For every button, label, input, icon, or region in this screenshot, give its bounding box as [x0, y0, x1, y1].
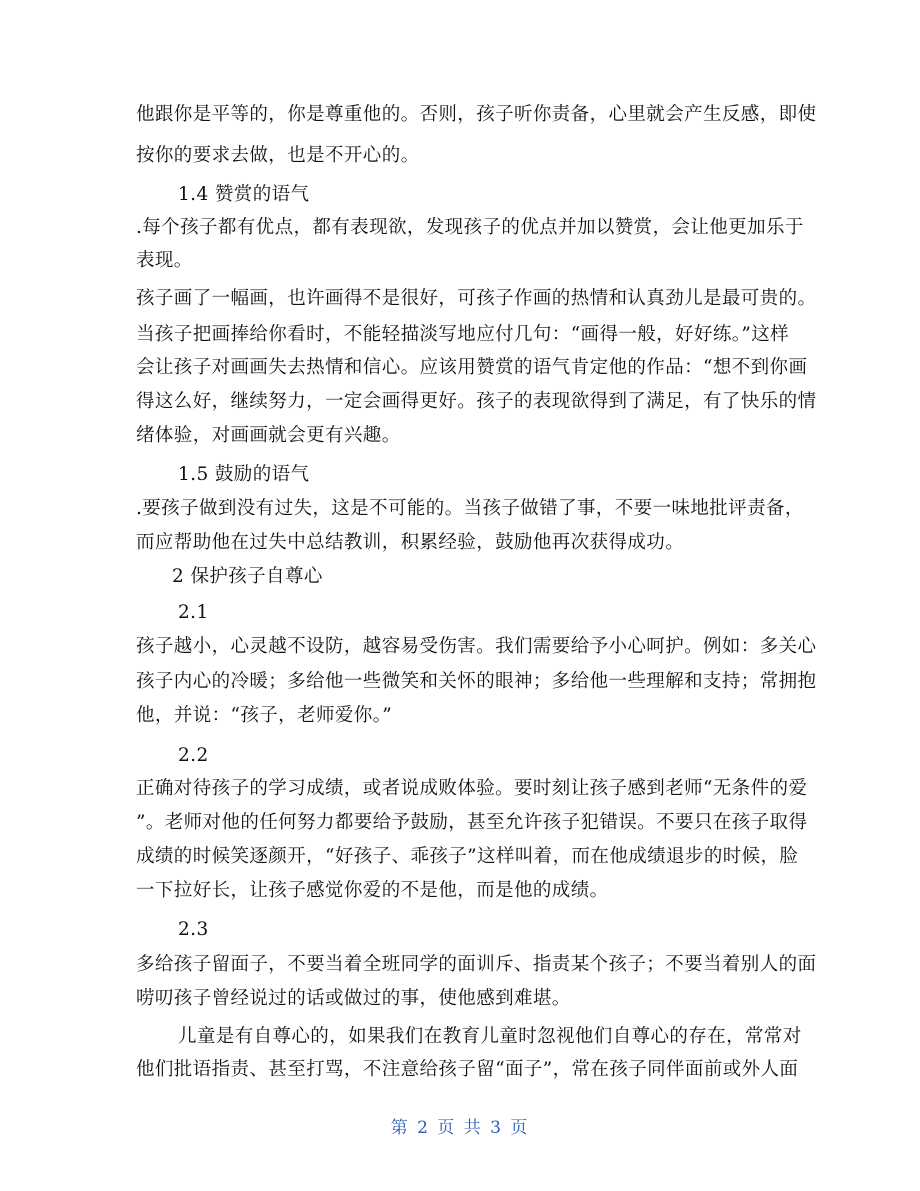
paragraph-line: 他们批语指责、甚至打骂，不注意给孩子留“面子”，常在孩子同伴面前或外人面 — [136, 1059, 799, 1080]
section-heading-2-3: 2.3 — [178, 919, 209, 940]
paragraph-line: 成绩的时候笑逐颜开，“好孩子、乖孩子”这样叫着，而在他成绩退步的时候，脸 — [136, 846, 799, 867]
section-heading-2: 2 保护孩子自尊心 — [172, 566, 323, 587]
paragraph-line: 孩子越小，心灵越不设防，越容易受伤害。我们需要给予小心呵护。例如：多关心 — [136, 636, 817, 657]
paragraph-line: .每个孩子都有优点，都有表现欲，发现孩子的优点并加以赞赏，会让他更加乐于 — [136, 217, 804, 238]
section-heading-1-5: 1.5 鼓励的语气 — [178, 464, 310, 485]
paragraph-line: 正确对待孩子的学习成绩，或者说成败体验。要时刻让孩子感到老师“无条件的爱 — [136, 778, 808, 799]
paragraph-line: 按你的要求去做，也是不开心的。 — [136, 145, 420, 166]
paragraph-line: 会让孩子对画画失去热情和信心。应该用赞赏的语气肯定他的作品：“想不到你画 — [136, 357, 808, 378]
paragraph-line: 多给孩子留面子，不要当着全班同学的面训斥、指责某个孩子；不要当着别人的面 — [136, 954, 817, 975]
paragraph-line: 表现。 — [136, 250, 193, 271]
paragraph-line: 而应帮助他在过失中总结教训，积累经验，鼓励他再次获得成功。 — [136, 532, 685, 553]
paragraph-line: 当孩子把画捧给你看时，不能轻描淡写地应付几句：“画得一般，好好练。”这样 — [136, 324, 790, 345]
section-heading-2-1: 2.1 — [178, 602, 209, 623]
paragraph-line: 一下拉好长，让孩子感觉你爱的不是他，而是他的成绩。 — [136, 880, 609, 901]
paragraph-line: 得这么好，继续努力，一定会画得更好。孩子的表现欲得到了满足，有了快乐的情 — [136, 391, 817, 412]
paragraph-line: .要孩子做到没有过失，这是不可能的。当孩子做错了事，不要一味地批评责备， — [136, 498, 804, 519]
paragraph-line: 儿童是有自尊心的，如果我们在教育儿童时忽视他们自尊心的存在，常常对 — [178, 1026, 802, 1047]
paragraph-line: 孩子画了一幅画，也许画得不是很好，可孩子作画的热情和认真劲儿是最可贵的。 — [136, 288, 817, 309]
page-number-footer: 第 2 页 共 3 页 — [390, 1118, 530, 1138]
paragraph-line: 绪体验，对画画就会更有兴趣。 — [136, 425, 401, 446]
paragraph-line: 唠叨孩子曾经说过的话或做过的事，使他感到难堪。 — [136, 988, 571, 1009]
paragraph-line: 他跟你是平等的，你是尊重他的。否则，孩子听你责备，心里就会产生反感，即使 — [136, 104, 817, 125]
paragraph-line: ”。老师对他的任何努力都要给予鼓励，甚至允许孩子犯错误。不要只在孩子取得 — [136, 812, 808, 833]
section-heading-1-4: 1.4 赞赏的语气 — [178, 184, 310, 205]
paragraph-line: 孩子内心的冷暖；多给他一些微笑和关怀的眼神；多给他一些理解和支持；常拥抱 — [136, 671, 817, 692]
paragraph-line: 他，并说：“孩子，老师爱你。” — [136, 705, 393, 726]
section-heading-2-2: 2.2 — [178, 745, 209, 766]
